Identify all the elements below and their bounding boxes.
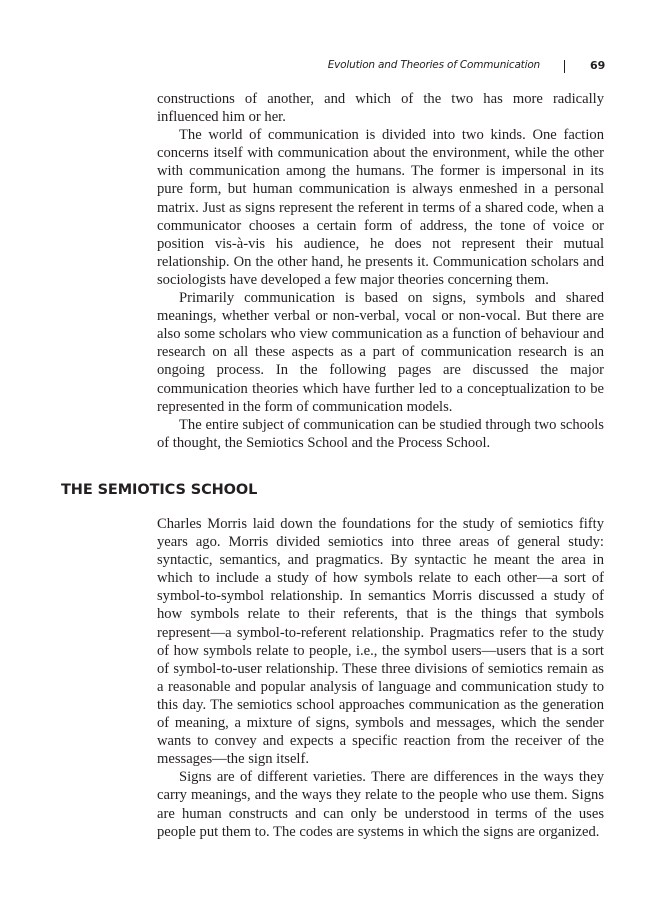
paragraph-two-kinds: The world of communication is divided into two kinds. One faction concerns itself with communication about the environment, while the other with communication among the humans. The former is impersonal in its pure form, but human communication is always enmeshed in a personal matrix. Just as signs represent the referent in terms of a shared code, when a communicator chooses a certain form of address, the tone of voice or position vis-à-vis his audience, he does not represent their mutual relationship. On the other hand, he presents it. Communication scholars and sociologists have developed a few major theories concerning them. [157,127,604,288]
paragraph-primarily: Primarily communication is based on signs, symbols and shared meanings, whether verbal or non-verbal, vocal or non-vocal. But there are also some scholars who view communication as a function of behaviour and research on all these aspects as a part of communication research is an ongoing process. In the following pages are discussed the major communication theories which have further led to a conceptualization to be represented in the form of communication models. [157,290,604,415]
paragraph-signs-varieties: Signs are of different varieties. There are differences in the ways they carry meanings, and the ways they relate to the people who use them. Signs are human constructs and can only be understood in terms of the uses people put them to. The codes are systems in which the signs are organized. [157,769,604,840]
page-number: 69 [590,59,606,72]
paragraph-continuation: constructions of another, and which of the two has more radically influenced him or her. [157,91,604,126]
paragraph-two-schools: The entire subject of communication can be studied through two schools of thought, the Semiotics School and the Process School. [157,416,604,451]
running-head-title: Evolution and Theories of Communication [327,59,540,71]
paragraph-charles-morris: Charles Morris laid down the foundations for the study of semiotics fifty years ago. Morris divided semiotics into three areas of general study: syntactic, semantics, and pragmatics. By syntactic he meant the area in which to include a study of how symbols relate to each other—a sort of symbol-to-symbol relationship. In semantics Morris discussed a study of how symbols relate to their referents, that is the things that symbols represent—a symbol-to-referent relationship. Pragmatics refer to the study of how symbols relate to people, i.e., the symbol users—users that is a sort of symbol-to-user relationship. These three divisions of semiotics remain as a reasonable and popular analysis of language and communication study to this day. The semiotics school approaches communication as the generation of meaning, a mixture of signs, symbols and messages, which the sender wants to convey and expects a specific reaction from the receiver of the messages—the sign itself. [157,516,604,768]
section-heading-semiotics: THE SEMIOTICS SCHOOL [61,482,258,498]
intro-text-block [157,90,604,452]
running-head [0,59,661,75]
semiotics-text-block [157,515,604,841]
running-head-separator [564,60,565,73]
